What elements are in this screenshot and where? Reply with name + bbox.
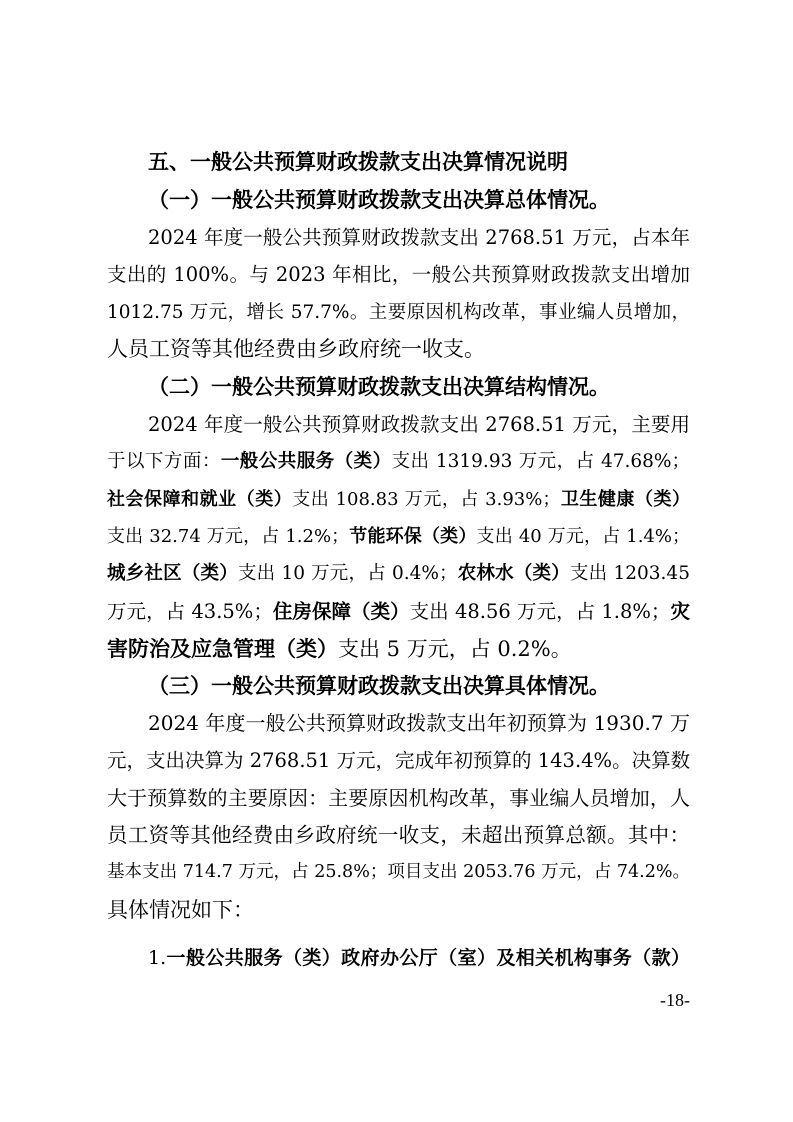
category-disaster-prevention-emergency: 害防治及应急管理（类） xyxy=(107,636,338,662)
item-1-heading xyxy=(107,940,690,977)
category-social-security-employment: 社会保障和就业（类） xyxy=(107,488,293,510)
section-heading: 五、一般公共预算财政拨款支出决算情况说明 xyxy=(148,150,568,174)
structure-paragraph-line xyxy=(107,630,690,667)
overall-paragraph-line: 2024 年度一般公共预算财政拨款支出 2768.51 万元，占本年 xyxy=(148,225,690,249)
structure-paragraph-line xyxy=(107,518,690,555)
structure-text: 于以下方面： xyxy=(107,451,221,473)
structure-text: 支出 48.56 万元，占 1.8%； xyxy=(409,599,671,623)
detail-paragraph-line: 大于预算数的主要原因：主要原因机构改革，事业编人员增加，人 xyxy=(107,785,690,810)
overall-paragraph-line: 支出的 100%。与 2023 年相比，一般公共预算财政拨款支出增加 xyxy=(107,263,690,287)
structure-text: 支出 5 万元，占 0.2%。 xyxy=(338,637,572,662)
structure-paragraph-line xyxy=(107,443,690,480)
structure-text: 支出 1319.93 万元，占 47.68%； xyxy=(391,451,690,473)
subsection-overall-title: （一）一般公共预算财政拨款支出决算总体情况。 xyxy=(148,187,610,213)
overall-paragraph-line: 1012.75 万元，增长 57.7%。主要原因机构改革，事业编人员增加， xyxy=(107,301,690,323)
structure-text: 支出 108.83 万元，占 3.93%； xyxy=(292,488,561,510)
structure-text: 万元，占 43.5%； xyxy=(107,599,273,623)
item-1-number: 1. xyxy=(148,947,167,970)
overall-paragraph-line: 人员工资等其他经费由乡政府统一收支。 xyxy=(107,336,485,361)
structure-text: 支出 10 万元，占 0.4%； xyxy=(237,563,458,585)
category-general-public-services: 一般公共服务（类） xyxy=(220,451,392,473)
detail-paragraph-line: 元，支出决算为 2768.51 万元，完成年初预算的 143.4%。决算数 xyxy=(107,749,691,773)
page-number: -18- xyxy=(660,990,690,1010)
structure-text: 支出 32.74 万元，占 1.2%； xyxy=(107,525,350,547)
detail-paragraph-line: 具体情况如下： xyxy=(107,897,254,922)
category-housing-security: 住房保障（类） xyxy=(272,599,410,623)
structure-text: 2024 年度一般公共预算财政拨款支出 2768.51 万元，主要用 xyxy=(148,412,690,436)
structure-paragraph-line xyxy=(107,406,690,443)
category-urban-rural-community: 城乡社区（类） xyxy=(107,563,238,585)
subsection-structure-title: （二）一般公共预算财政拨款支出决算结构情况。 xyxy=(148,374,610,400)
category-health: 卫生健康（类） xyxy=(560,488,691,510)
page-content xyxy=(107,144,690,978)
detail-paragraph-line: 2024 年度一般公共预算财政拨款支出年初预算为 1930.7 万 xyxy=(148,710,690,735)
subsection-detail-title: （三）一般公共预算财政拨款支出决算具体情况。 xyxy=(148,673,610,699)
structure-paragraph-line xyxy=(107,593,690,630)
category-agriculture-forestry-water: 农林水（类） xyxy=(457,563,570,585)
detail-paragraph-line: 员工资等其他经费由乡政府统一收支，未超出预算总额。其中： xyxy=(107,823,690,848)
structure-text: 支出 1203.45 xyxy=(569,563,690,585)
detail-paragraph-line: 基本支出 714.7 万元，占 25.8%；项目支出 2053.76 万元，占 74.2%。 xyxy=(107,862,690,883)
structure-paragraph-line xyxy=(107,555,690,592)
category-energy-environment: 节能环保（类） xyxy=(349,525,477,547)
category-disaster-prevention-start: 灾 xyxy=(670,599,690,623)
item-1-title: 一般公共服务（类）政府办公厅（室）及相关机构事务（款） xyxy=(166,947,690,970)
structure-paragraph-line xyxy=(107,481,690,518)
structure-text: 支出 40 万元，占 1.4%； xyxy=(476,525,690,547)
